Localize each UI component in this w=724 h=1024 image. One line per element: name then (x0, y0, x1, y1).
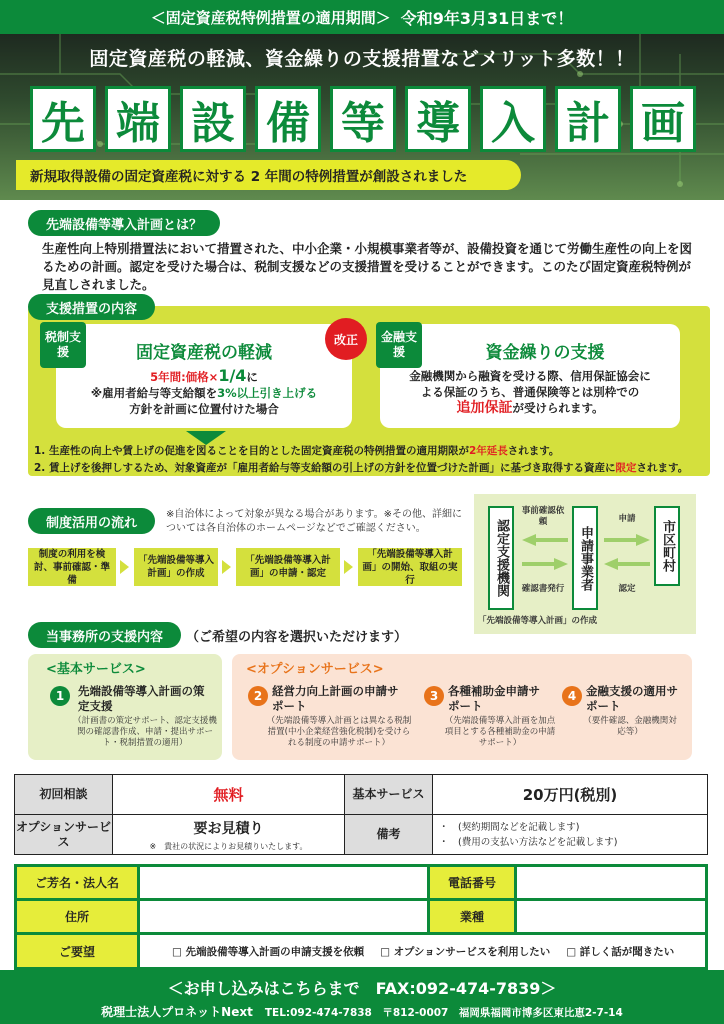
tax-card-body (56, 368, 352, 417)
finance-support-card (380, 324, 680, 428)
contact-line (0, 1003, 724, 1020)
right-arrow-icon (344, 560, 353, 574)
phone-label: 電話番号 (430, 867, 514, 898)
address-field[interactable] (140, 901, 427, 932)
exchange-arrows-icon (522, 534, 568, 584)
service-title: 各種補助金申請サポート (448, 684, 540, 713)
title-char: 等 (330, 86, 396, 152)
request-label: ご要望 (17, 935, 137, 967)
name-field[interactable] (140, 867, 427, 898)
tax-line3: 方針を計画に位置付けた場合 (129, 402, 279, 416)
remarks-label: 備考 (345, 815, 433, 855)
deadline: 令和9年3月31日まで！ (400, 8, 574, 28)
request-options (172, 935, 674, 967)
support-heading: 支援措置の内容 (28, 294, 155, 320)
finance-card-title: 資金繰りの支援 (485, 343, 605, 363)
industry-field[interactable] (517, 901, 705, 932)
support-agency-box: 認定支援機関 (488, 506, 514, 610)
period-label: ＜固定資産税特例措置の適用期間＞ (150, 8, 391, 27)
title-char: 導 (405, 86, 471, 152)
support-notes (34, 443, 710, 477)
applicant-box: 申請事業者 (572, 506, 598, 610)
note-2: 2. 賃上げを後押しするため、対象資産が「雇用者給与等支給額の引上げの方針を位置づけた計画」に基づき取得する資産に限定されます。 (34, 462, 689, 474)
diagram-label: 申請 (618, 514, 636, 524)
title-char: 計 (555, 86, 621, 152)
flow-step: 「先端設備等導入計画」の開始、取組の実行 (358, 548, 462, 586)
title-char: 備 (255, 86, 321, 152)
footer (0, 970, 724, 1024)
first-consult-value: 無料 (113, 775, 345, 815)
basic-service-price: 20万円(税別) (433, 775, 708, 815)
tax-line2: ※雇用者給与等支給額を3%以上引き上げる (90, 386, 318, 400)
revision-badge: 改正 (325, 318, 367, 360)
table-row (15, 775, 708, 815)
service-title: 経営力向上計画の申請サポート (272, 684, 399, 713)
service-desc: （計画書の策定サポート、認定支援機関の確認書作成、申請・提出サポート・税制措置の適用） (73, 716, 217, 748)
flow-diagram (474, 494, 696, 634)
flow-step: 「先端設備等導入計画」の作成 (134, 548, 218, 586)
note-1: 1. 生産性の向上や賃上げの促進を図ることを目的とした固定資産税の特例措置の適用期限が2年延長されます。 (34, 445, 560, 457)
service-desc: （先端設備等導入計画とは異なる税制措置(中小企業経営強化税制)を受けられる制度の申請サポート） (266, 716, 412, 748)
intro-body: 生産性向上特別措置法において措置された、中小企業・小規模事業者等が、設備投資を通じて労働生産性の向上を図るための計画。認定を受けた場合は、税制支援などの支援措置を受けることができます。このたび固定資産税特例が見直しされました。 (42, 241, 693, 292)
request-option-checkbox[interactable]: □ 詳しく話が聞きたい (566, 945, 675, 958)
flow-step: 制度の利用を検討、事前確認・準備 (28, 548, 116, 586)
option-service-label: オプションサービス (15, 815, 113, 855)
tax-support-card (56, 324, 352, 428)
title-char: 設 (180, 86, 246, 152)
service-number: 3 (424, 686, 444, 706)
right-arrow-icon (120, 560, 129, 574)
service-title: 先端設備等導入計画の策定支援 (78, 684, 205, 713)
exchange-arrows-icon (604, 534, 650, 574)
diagram-label: 事前確認依頼 (521, 506, 565, 527)
service-number: 1 (50, 686, 70, 706)
special-measure-banner: 新規取得設備の固定資産税に対する 2 年間の特例措置が創設されました (16, 160, 521, 190)
flow-step: 「先端設備等導入計画」の申請・認定 (236, 548, 340, 586)
tax-support-tag: 税制支援 (40, 322, 86, 368)
fax-line: ＜お申し込みはこちらまで FAX:092-474-7839＞ (167, 979, 557, 998)
application-form (14, 864, 708, 970)
title-char: 先 (30, 86, 96, 152)
services-heading: 当事務所の支援内容 (28, 622, 181, 648)
title-char: 入 (480, 86, 546, 152)
flow-heading: 制度活用の流れ (28, 508, 155, 534)
first-consult-label: 初回相談 (15, 775, 113, 815)
tax-card-title: 固定資産税の軽減 (136, 343, 272, 363)
service-title: 金融支援の適用サポート (586, 684, 678, 713)
request-option-checkbox[interactable]: □ オプションサービスを利用したい (380, 945, 551, 958)
finance-card-body: 金融機関から融資を受ける際、信用保証協会に よる保証のうち、普通保険等とは別枠での 追加保証が受けられます。 (409, 369, 651, 416)
flow-note: ※自治体によって対象が異なる場合があります。※その他、詳細については各自治体のホームページなどでご確認ください。 (166, 509, 462, 534)
service-desc: （先端設備等導入計画を加点項目とする各種補助金の申請サポート） (444, 716, 556, 748)
basic-service-label: 基本サービス (345, 775, 433, 815)
title-char: 端 (105, 86, 171, 152)
hero (0, 34, 724, 200)
hero-subtitle: 固定資産税の軽減、資金繰りの支援措置などメリット多数！！ (89, 48, 635, 70)
diagram-label: 認定 (618, 584, 636, 594)
option-service-value: 要お見積り ※ 貴社の状況によりお見積りいたします。 (113, 815, 345, 855)
hero-title (30, 86, 696, 152)
basic-service-heading: <基本サービス> (46, 662, 146, 677)
pricing-table (14, 774, 708, 855)
firm-name: 税理士法人プロネットNext (101, 1005, 253, 1019)
diagram-label: 確認書発行 (521, 584, 565, 594)
service-desc: （要件確認、金融機関対応等） (583, 716, 677, 737)
phone-field[interactable] (517, 867, 705, 898)
address-label: 住所 (17, 901, 137, 932)
title-char: 画 (630, 86, 696, 152)
tax-line1: 5年間:価格×1/4に (150, 366, 258, 385)
application-period-bar (0, 0, 724, 34)
table-row (15, 815, 708, 855)
finance-support-tag: 金融支援 (376, 322, 422, 368)
services-heading-note: （ご希望の内容を選択いただけます） (186, 630, 408, 645)
option-service-heading: <オプションサービス> (246, 662, 384, 677)
request-option-checkbox[interactable]: □ 先端設備等導入計画の申請支援を依頼 (172, 945, 365, 958)
intro-heading: 先端設備等導入計画とは？ (28, 210, 220, 236)
diagram-caption: 「先端設備等導入計画」の作成 (478, 616, 598, 626)
service-number: 2 (248, 686, 268, 706)
name-label: ご芳名・法人名 (17, 867, 137, 898)
municipality-box: 市区町村 (654, 506, 680, 586)
remarks-value: ・ (契約期間などを記載します) ・ (費用の支払い方法などを記載します) (433, 815, 708, 855)
right-arrow-icon (222, 560, 231, 574)
service-number: 4 (562, 686, 582, 706)
contact-details: TEL:092-474-7838 〒812-0007 福岡県福岡市博多区東比恵2-7-14 (264, 1007, 623, 1019)
industry-label: 業種 (430, 901, 514, 932)
